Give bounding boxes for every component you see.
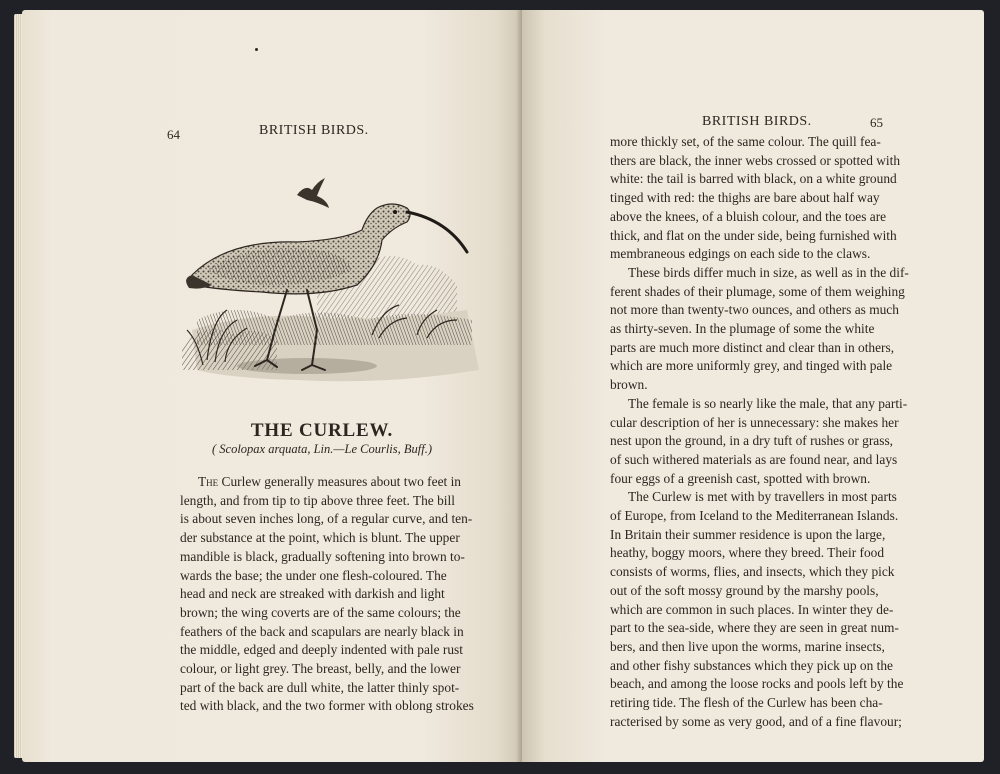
body-line: more thickly set, of the same colour. The quill fea- xyxy=(610,134,881,149)
body-line: part of the back are dull white, the latter thinly spot- xyxy=(180,679,460,695)
body-line: part to the sea-side, where they are seen in great num- xyxy=(610,620,899,636)
body-line: wards the base; the under one flesh-coloured. The xyxy=(180,567,447,583)
body-line: tinged with red: the thighs are bare about half way xyxy=(610,190,880,206)
drop-lead: The xyxy=(198,474,219,489)
body-line: is about seven inches long, of a regular curve, and ten- xyxy=(180,511,473,527)
body-line: brown; the wing coverts are of the same colours; the xyxy=(180,604,461,620)
scientific-name xyxy=(172,442,472,457)
right-page xyxy=(522,10,984,762)
body-line: out of the soft mossy ground by the marshy pools, xyxy=(610,582,879,598)
binomial-text: ( Scolopax arquata, Lin.—Le Courlis, Buff.) xyxy=(211,442,433,456)
body-line xyxy=(180,473,492,492)
body-line: ferent shades of their plumage, some of them weighing xyxy=(610,283,905,299)
body-line: length, and from tip to tip above three feet. The bill xyxy=(180,492,455,508)
body-line: racterised by some as very good, and of a fine flavour; xyxy=(610,713,902,729)
body-line: heathy, boggy moors, where they breed. Their food xyxy=(610,545,885,561)
body-line: brown. xyxy=(610,377,648,393)
body-line: The female is so nearly like the male, that any parti- xyxy=(628,395,908,411)
body-line: white: the tail is barred with black, on a white ground xyxy=(610,171,897,187)
body-line: the middle, edged and deeply indented with pale rust xyxy=(180,642,463,658)
body-line: which are more uniformly grey, and tinged with pale xyxy=(610,358,893,374)
body-line: of such withered materials as are found near, and lays xyxy=(610,451,898,467)
body-line: above the knees, of a bluish colour, and the toes are xyxy=(610,208,887,224)
body-line: of Europe, from Iceland to the Mediterranean Islands. xyxy=(610,508,899,524)
body-line: mandible is black, gradually softening into brown to- xyxy=(180,548,465,564)
body-line: head and neck are streaked with darkish and light xyxy=(180,586,445,602)
running-head-left: BRITISH BIRDS. xyxy=(259,123,369,138)
body-line: which are common in such places. In winter they de- xyxy=(610,601,894,617)
body-line: four eggs of a greenish cast, spotted with brown. xyxy=(610,470,871,486)
body-line: and other fishy substances which they pick up on the xyxy=(610,657,894,673)
first-line-rest: Curlew generally measures about two feet in xyxy=(218,474,461,489)
body-line: bers, and then live upon the worms, marine insects, xyxy=(610,638,885,654)
body-line: cular description of her is unnecessary: she makes her xyxy=(610,414,899,430)
body-line: In Britain their summer residence is upon the large, xyxy=(610,526,886,542)
left-body-text xyxy=(180,473,492,716)
running-head-right: BRITISH BIRDS. xyxy=(702,114,812,129)
body-line: colour, or light grey. The breast, belly, and the lower xyxy=(180,661,461,677)
body-line: membraneous edgings on each side to the claws. xyxy=(610,246,871,262)
body-line: der substance at the point, which is blunt. The upper xyxy=(180,530,460,546)
page-number-left: 64 xyxy=(167,127,180,142)
right-body-text xyxy=(610,133,928,732)
body-line: ted with black, and the two former with oblong strokes xyxy=(180,698,474,714)
body-line: nest upon the ground, in a dry tuft of rushes or grass, xyxy=(610,433,894,449)
body-line: not more than twenty-two ounces, and others as much xyxy=(610,302,899,318)
left-page xyxy=(22,10,522,762)
curlew-engraving xyxy=(167,170,479,398)
body-line: thick, and flat on the under side, being furnished with xyxy=(610,227,897,243)
body-line: thers are black, the inner webs crossed or spotted with xyxy=(610,152,901,168)
body-line: consists of worms, flies, and insects, which they pick xyxy=(610,564,895,580)
page-number-right: 65 xyxy=(870,115,883,130)
body-line: retiring tide. The flesh of the Curlew has been cha- xyxy=(610,695,883,711)
print-speck xyxy=(255,48,258,51)
body-line: The Curlew is met with by travellers in most parts xyxy=(628,489,897,505)
body-line: These birds differ much in size, as well as in the dif- xyxy=(628,264,909,280)
article-heading: THE CURLEW. xyxy=(250,420,394,441)
body-line: as thirty-seven. In the plumage of some the white xyxy=(610,321,875,337)
body-line: feathers of the back and scapulars are nearly black in xyxy=(180,623,464,639)
body-line: parts are much more distinct and clear than in others, xyxy=(610,339,895,355)
body-line: beach, and among the loose rocks and pools left by the xyxy=(610,676,904,692)
